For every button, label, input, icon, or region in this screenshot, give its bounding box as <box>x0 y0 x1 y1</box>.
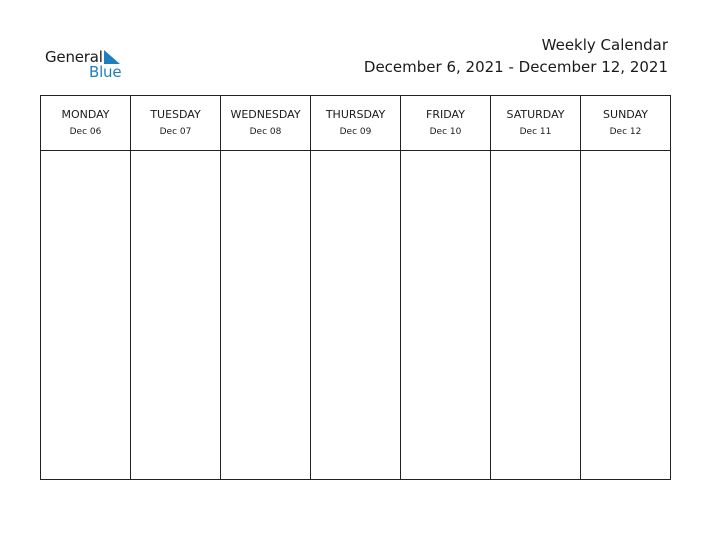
day-cell[interactable] <box>581 151 670 479</box>
day-date: Dec 09 <box>339 127 372 137</box>
day-cell[interactable] <box>311 151 400 479</box>
day-column-sunday <box>581 96 670 479</box>
day-column-monday <box>41 96 131 479</box>
day-cell[interactable] <box>221 151 310 479</box>
day-header <box>401 96 490 151</box>
day-column-saturday <box>491 96 581 479</box>
day-date: Dec 12 <box>609 127 642 137</box>
day-header <box>131 96 220 151</box>
day-header <box>311 96 400 151</box>
day-date: Dec 07 <box>159 127 192 137</box>
day-name: WEDNESDAY <box>230 108 301 121</box>
day-name: THURSDAY <box>325 108 386 121</box>
brand-logo <box>45 46 135 82</box>
day-name: SUNDAY <box>603 108 648 121</box>
day-name: SATURDAY <box>506 108 565 121</box>
day-name: TUESDAY <box>150 108 201 121</box>
day-date: Dec 11 <box>519 127 552 137</box>
logo-text-general: General <box>45 48 103 66</box>
day-column-thursday <box>311 96 401 479</box>
day-header <box>41 96 130 151</box>
date-range: December 6, 2021 - December 12, 2021 <box>363 58 668 76</box>
day-column-wednesday <box>221 96 311 479</box>
day-column-tuesday <box>131 96 221 479</box>
day-header <box>491 96 580 151</box>
day-cell[interactable] <box>401 151 490 479</box>
flag-icon <box>104 50 120 64</box>
day-date: Dec 10 <box>429 127 462 137</box>
day-header <box>221 96 310 151</box>
day-date: Dec 06 <box>69 127 102 137</box>
page-title: Weekly Calendar <box>541 36 668 54</box>
day-date: Dec 08 <box>249 127 282 137</box>
day-name: MONDAY <box>61 108 110 121</box>
day-header <box>581 96 670 151</box>
day-cell[interactable] <box>491 151 580 479</box>
logo-text-blue: Blue <box>89 63 122 81</box>
day-cell[interactable] <box>41 151 130 479</box>
weekly-calendar-grid <box>40 95 671 480</box>
day-column-friday <box>401 96 491 479</box>
day-name: FRIDAY <box>426 108 465 121</box>
day-cell[interactable] <box>131 151 220 479</box>
